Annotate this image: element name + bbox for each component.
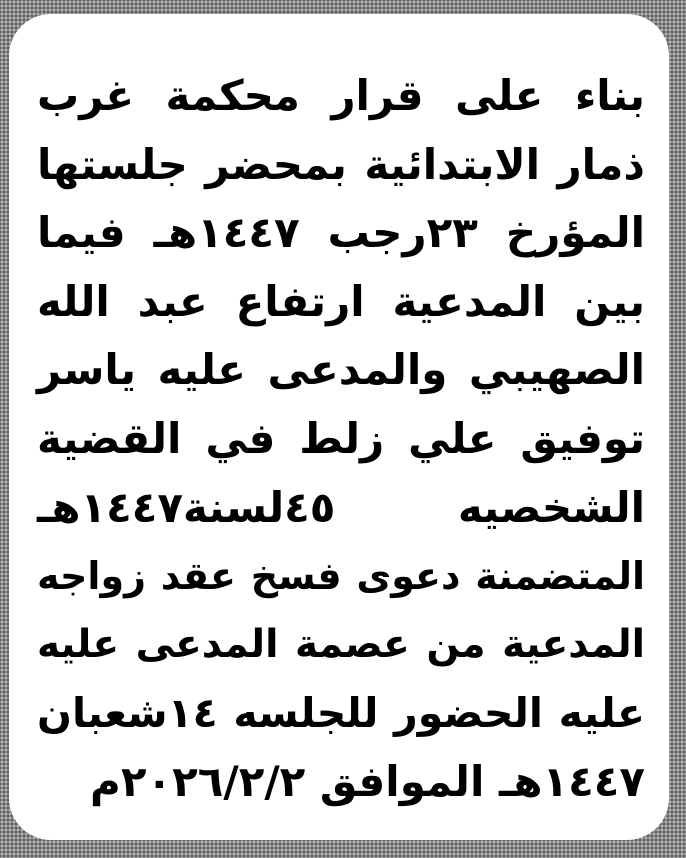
notice-line-8: المتضمنة دعوى فسخ عقد زواجه [37,554,645,599]
notice-line-3: المؤرخ ٢٣رجب ١٤٤٧هـ فيما [37,208,646,258]
notice-line-6: توفيق علي زلط في القضية [37,413,645,463]
notice-line-7: الشخصيه ٤٥لسنة١٤٤٧هـ [37,482,645,532]
notice-line-10: عليه الحضور للجلسه ١٤شعبان [37,689,645,738]
notice-line-4: بين المدعية ارتفاع عبد الله [37,276,645,326]
notice-line-1: بناء على قرار محكمة غرب [37,71,645,120]
notice-card [9,14,669,840]
notice-line-2: ذمار الابتدائية بمحضر جلستها [37,139,645,189]
notice-line-9: المدعية من عصمة المدعى عليه [37,621,645,667]
notice-line-11: ١٤٤٧هـ الموافق ٢٠٢٦/٢/٢م [90,756,645,806]
notice-body [37,62,645,817]
notice-line-5: الصهيبي والمدعى عليه ياسر [37,345,645,395]
